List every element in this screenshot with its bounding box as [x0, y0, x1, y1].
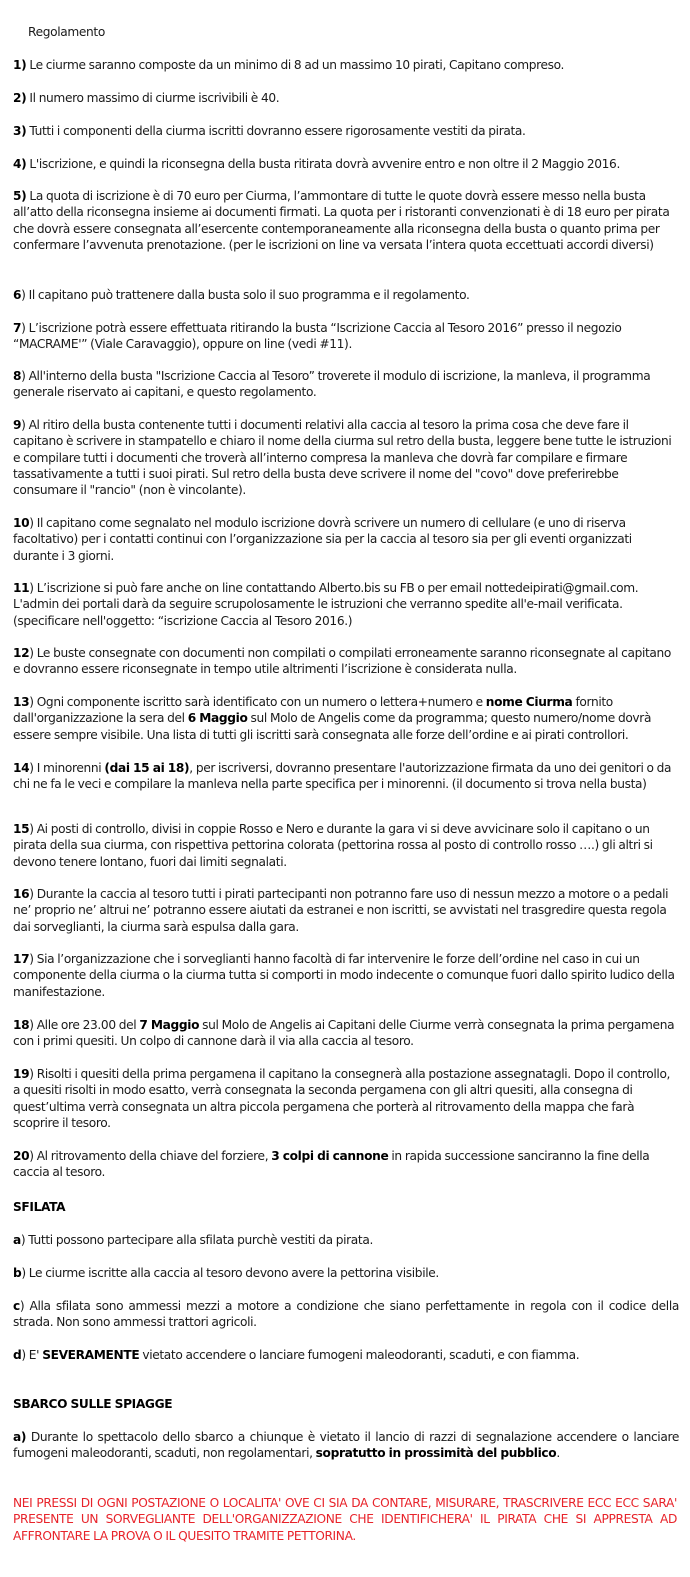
rule-6 [13, 287, 679, 303]
rule-17 [13, 951, 679, 1000]
emphasis-age-range: (dai 15 ai 18) [104, 761, 190, 775]
emphasis-severamente: SEVERAMENTE [42, 1348, 140, 1362]
rule-8 [13, 368, 679, 401]
rule-text: ) L’iscrizione si può fare anche on line contattando Alberto.bis su FB o per email nottedeipirati@gmail.com. L'admin dei portali darà da seguire scrupolosamente le istruzioni che verranno spedite all'e-mail verificata. (specificare nell'oggetto: “iscrizione Caccia al Tesoro 2016.) [13, 581, 639, 628]
rule-text: ) Durante la caccia al tesoro tutti i pirati partecipanti non potranno fare uso di nessun mezzo a motore o a pedali ne’ proprio ne’ altrui ne’ potranno essere aiutati da estranei e non iscritti, se avvistati nel trasgredire questa regola dai sorveglianti, la ciurma sarà espulsa dalla gara. [13, 887, 669, 934]
item-letter: a) [13, 1430, 27, 1444]
rule-text: ) Il capitano come segnalato nel modulo iscrizione dovrà scrivere un numero di cellulare (e uno di riserva facoltativo) per i contatti continui con l’organizzazione sia per la caccia al tesoro sia per gli eventi organizzati durante i 3 giorni. [13, 516, 632, 563]
rule-20: 20) Al ritrovamento della chiave del forziere, 3 colpi di cannone in rapida successione sanciranno la fine della caccia al tesoro. [13, 1149, 650, 1180]
rule-number: 20 [13, 1149, 30, 1163]
rule-number: 7 [13, 321, 22, 335]
rule-5 [13, 188, 679, 253]
rule-text: ) Ai posti di controllo, divisi in coppie Rosso e Nero e durante la gara vi si deve avvicinare solo il capitano o un pirata della sua ciurma, con rispettiva pettorina colorata (pettorina rossa al posto di controllo rosso ….) gli altri si devono tenere lontano, fuori dai limiti segnalati. [13, 822, 653, 869]
rule-number: 18 [13, 1018, 30, 1032]
rule-15 [13, 821, 679, 870]
rule-number: 14 [13, 761, 30, 775]
rule-16 [13, 886, 679, 935]
rule-number: 1) [13, 58, 27, 72]
rule-number: 10 [13, 516, 30, 530]
emphasis-public: sopratutto in prossimità del pubblico [315, 1446, 557, 1461]
rule-12 [13, 645, 679, 678]
rule-19 [13, 1066, 679, 1131]
rule-4 [13, 156, 679, 172]
rule-text: L'iscrizione, e quindi la riconsegna della busta ritirata dovrà avvenire entro e non oltre il 2 Maggio 2016. [26, 157, 620, 171]
rule-number: 4) [13, 157, 27, 171]
rule-10 [13, 515, 679, 564]
sfilata-item-b: b) Le ciurme iscritte alla caccia al tesoro devono avere la pettorina visibile. [13, 1266, 439, 1280]
item-letter: b [13, 1266, 22, 1280]
rule-number: 8 [13, 369, 22, 383]
emphasis-date: 7 Maggio [139, 1018, 200, 1032]
rule-text: ) Risolti i quesiti della prima pergamena il capitano la consegnerà alla postazione assegnatagli. Dopo il controllo, a quesiti risolti in modo esatto, verrà consegnata la seconda pergamena con gli altri quesiti, alla consegna di quest’ultima verrà consegnata un altra piccola pergamena che porterà al ritrovamento della mappa che farà scoprire il tesoro. [13, 1067, 671, 1130]
rule-18: 18) Alle ore 23.00 del 7 Maggio sul Molo de Angelis ai Capitani delle Ciurme verrà consegnata la prima pergamena con i primi quesiti. Un colpo di cannone darà il via alla caccia al tesoro. [13, 1018, 675, 1049]
rule-text: ) Sia l’organizzazione che i sorveglianti hanno facoltà di far intervenire le forze dell’ordine nel caso in cui un componente della ciurma o la ciurma tutta si comporti in modo indecente o comunque fuori dallo spirito ludico della manifestazione. [13, 952, 675, 999]
section-heading-sfilata: SFILATA [13, 1200, 66, 1214]
emphasis-date: 6 Maggio [187, 711, 248, 726]
sfilata-item-c: c) Alla sfilata sono ammessi mezzi a motore a condizione che siano perfettamente in regola con il codice della strada. Non sono ammessi trattori agricoli. [13, 1299, 679, 1330]
item-letter: c [13, 1299, 20, 1313]
rule-number: 6 [13, 288, 22, 302]
rule-9 [13, 417, 679, 498]
rule-number: 13 [13, 695, 30, 709]
sbarco-item-a: a) Durante lo spettacolo dello sbarco a chiunque è vietato il lancio di razzi di segnalazione accendere o lanciare fumogeni maleodoranti, scaduti, non regolamentari, sopratutto in prossimità del pubblico. [13, 1430, 679, 1461]
rule-text: ) Al ritiro della busta contenente tutti i documenti relativi alla caccia al tesoro la prima cosa che deve fare il capitano è scrivere in stampatello e chiaro il nome della ciurma sul retro della busta, leggere bene tutte le istruzioni e compilare tutti i documenti che troverà all’interno compresa la manleva che dovrà far compilare e firmare tassativamente a tutti i suoi pirati. Sul retro della busta deve scrivere il nome del "covo" dove preferirebbe consumare il "rancio" (non è vincolante). [13, 418, 672, 498]
section-heading-sbarco: SBARCO SULLE SPIAGGE [13, 1397, 173, 1411]
rule-number: 2) [13, 91, 27, 105]
item-letter: d [13, 1348, 22, 1362]
emphasis-crew-name: nome Ciurma [485, 695, 573, 709]
rule-13: 13) Ogni componente iscritto sarà identificato con un numero o lettera+numero e nome Ciurma fornito dall'organizzazione la sera del 6 Maggio sul Molo de Angelis come da programma; questo numero/nome dovrà essere sempre visibile. Una lista di tutti gli iscritti sarà consegnata alle forze dell’ordine e ai pirati controllori. [13, 695, 652, 742]
rule-number: 15 [13, 822, 30, 836]
sfilata-item-d: d) E' SEVERAMENTE vietato accendere o lanciare fumogeni maleodoranti, scaduti, e con fiamma. [13, 1348, 580, 1362]
rule-text: ) All'interno della busta "Iscrizione Caccia al Tesoro” troverete il modulo di iscrizione, la manleva, il programma generale riservato ai capitani, e questo regolamento. [13, 369, 651, 400]
rule-text: ) Il capitano può trattenere dalla busta solo il suo programma e il regolamento. [21, 288, 470, 302]
rule-number: 9 [13, 418, 22, 432]
rule-number: 12 [13, 646, 30, 660]
rule-text: La quota di iscrizione è di 70 euro per Ciurma, l’ammontare di tutte le quote dovrà essere messo nella busta all’atto della riconsegna insieme ai documenti firmati. La quota per i ristoranti convenzionati è di 18 euro per pirata che dovrà essere consegnata all’esercente contemporaneamente alla riconsegna della busta o quanto prima per confermare l’avvenuta prenotazione. (per le iscrizioni on line va versata l’intera quota eccettuati accordi diversi) [13, 189, 670, 252]
rule-1 [13, 57, 679, 73]
rule-text: ) L’iscrizione potrà essere effettuata ritirando la busta “Iscrizione Caccia al Tesoro 2016” presso il negozio “MACRAME'” (Viale Caravaggio), oppure on line (vedi #11). [13, 321, 622, 352]
rule-number: 11 [13, 581, 30, 595]
rule-14: 14) I minorenni (dai 15 ai 18), per iscriversi, dovranno presentare l'autorizzazione firmata da uno dei genitori o da chi ne fa le veci e compilare la manleva nella parte specifica per i minorenni. (il documento si trova nella busta) [13, 761, 672, 792]
rule-text: Tutti i componenti della ciurma iscritti dovranno essere rigorosamente vestiti da pirata. [26, 124, 526, 138]
rule-11 [13, 580, 679, 629]
rule-number: 19 [13, 1067, 30, 1081]
rule-number: 5) [13, 189, 27, 203]
item-letter: a [13, 1233, 21, 1247]
rule-2 [13, 90, 679, 106]
warning-notice: NEI PRESSI DI OGNI POSTAZIONE O LOCALITA' OVE CI SIA DA CONTARE, MISURARE, TRASCRIVERE ECC ECC SARA' PRESENTE UN SORVEGLIANTE DELL'ORGANIZZAZIONE CHE IDENTIFICHERA' IL PIRATA CHE SI APPRESTA AD AFFRONTARE LA PROVA O IL QUESITO TRAMITE PETTORINA. [13, 1496, 677, 1543]
document-title: Regolamento [28, 25, 105, 39]
sfilata-item-a: a) Tutti possono partecipare alla sfilata purchè vestiti da pirata. [13, 1233, 373, 1247]
rule-number: 17 [13, 952, 30, 966]
rule-text: Il numero massimo di ciurme iscrivibili è 40. [26, 91, 280, 105]
rule-number: 3) [13, 124, 27, 138]
rule-text: ) Le buste consegnate con documenti non compilati o compilati erroneamente saranno riconsegnate al capitano e dovranno essere riconsegnate in tempo utile altrimenti l’iscrizione è considerata nulla. [13, 646, 672, 677]
emphasis-cannon: 3 colpi di cannone [271, 1149, 389, 1163]
rule-number: 16 [13, 887, 30, 901]
rule-3 [13, 123, 679, 139]
rule-text: Le ciurme saranno composte da un minimo di 8 ad un massimo 10 pirati, Capitano compreso. [26, 58, 565, 72]
rule-7 [13, 320, 679, 353]
